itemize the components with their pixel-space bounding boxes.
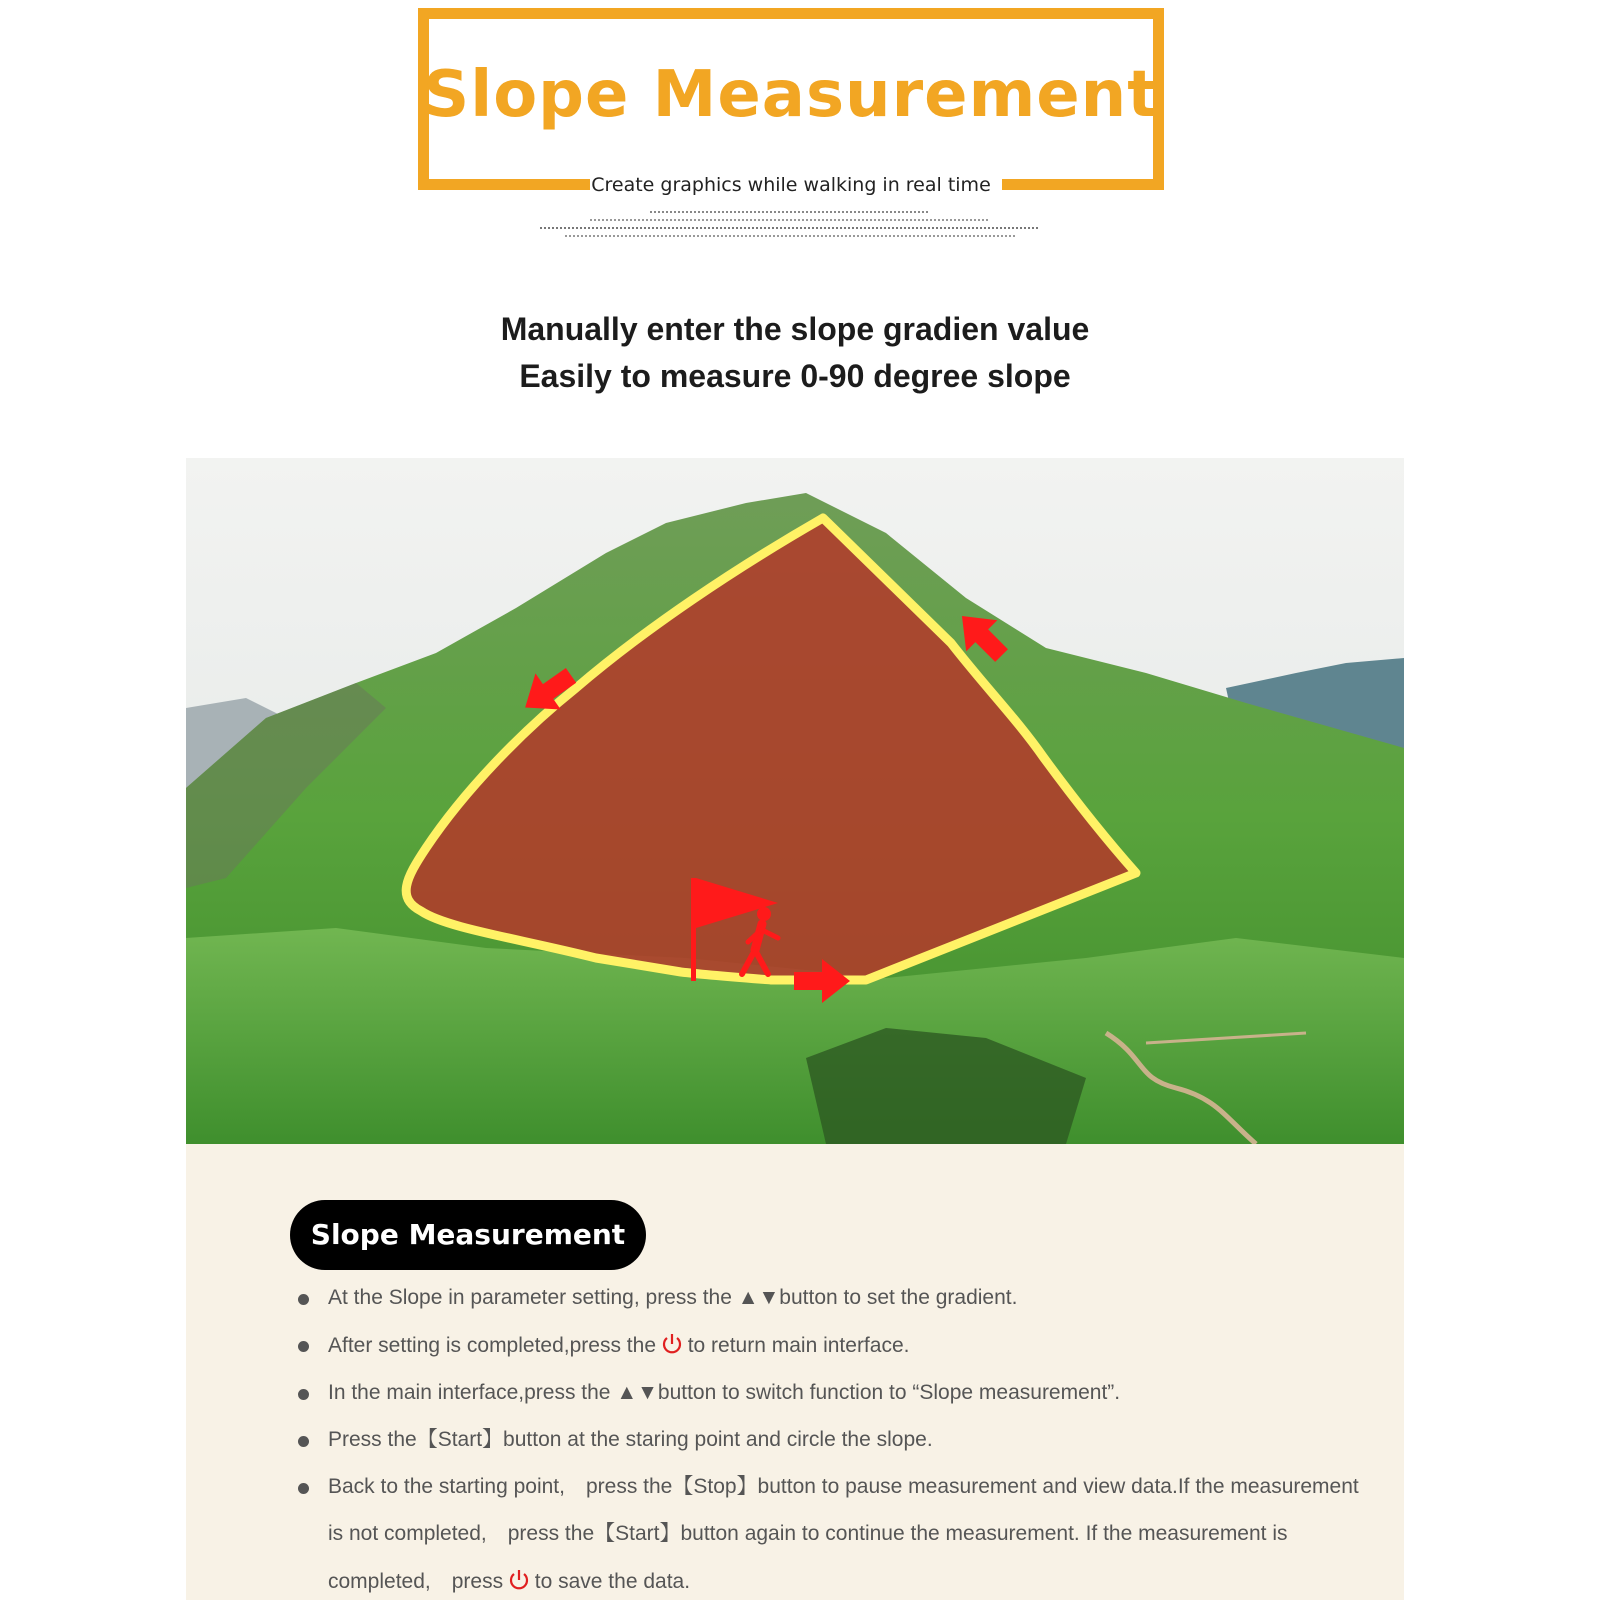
headline-line-1: Manually enter the slope gradien value	[500, 311, 1090, 347]
list-item	[298, 1463, 1378, 1605]
step-text: Back to the starting point, press the【Stop】button to pause measurement and view data.If the measurement is not completed, press the【Start】button again to continue the measurement. If the measurement is completed, press	[328, 1475, 1359, 1593]
title-frame	[418, 8, 1164, 196]
list-item	[298, 1369, 1378, 1416]
bullet-icon	[298, 1294, 309, 1305]
list-item	[298, 1321, 1378, 1369]
instruction-list	[298, 1274, 1378, 1605]
list-item	[298, 1274, 1378, 1321]
bullet-icon	[298, 1483, 309, 1494]
step-text-end: to save the data.	[534, 1570, 691, 1593]
instructions-panel	[186, 1144, 1404, 1600]
list-item	[298, 1416, 1378, 1463]
power-icon	[662, 1332, 682, 1357]
section-heading: Slope Measurement	[290, 1200, 646, 1270]
bullet-icon	[298, 1341, 309, 1352]
headline	[186, 306, 1404, 400]
power-icon	[509, 1568, 529, 1593]
page-title: Slope Measurement	[423, 58, 1159, 132]
page-subtitle: Create graphics while walking in real time	[591, 174, 991, 196]
bullet-icon	[298, 1389, 309, 1400]
headline-line-2: Easily to measure 0-90 degree slope	[519, 358, 1071, 394]
step-text: Press the【Start】button at the staring point and circle the slope.	[328, 1428, 933, 1451]
step-text-end: to return main interface.	[687, 1334, 910, 1357]
step-text: At the Slope in parameter setting, press the ▲▼button to set the gradient.	[328, 1286, 1018, 1309]
decorative-dots	[540, 208, 1040, 240]
step-text: In the main interface,press the ▲▼button to switch function to “Slope measurement”.	[328, 1381, 1121, 1404]
bullet-icon	[298, 1436, 309, 1447]
mountain-illustration	[186, 458, 1404, 1144]
step-text: After setting is completed,press the	[328, 1334, 656, 1357]
